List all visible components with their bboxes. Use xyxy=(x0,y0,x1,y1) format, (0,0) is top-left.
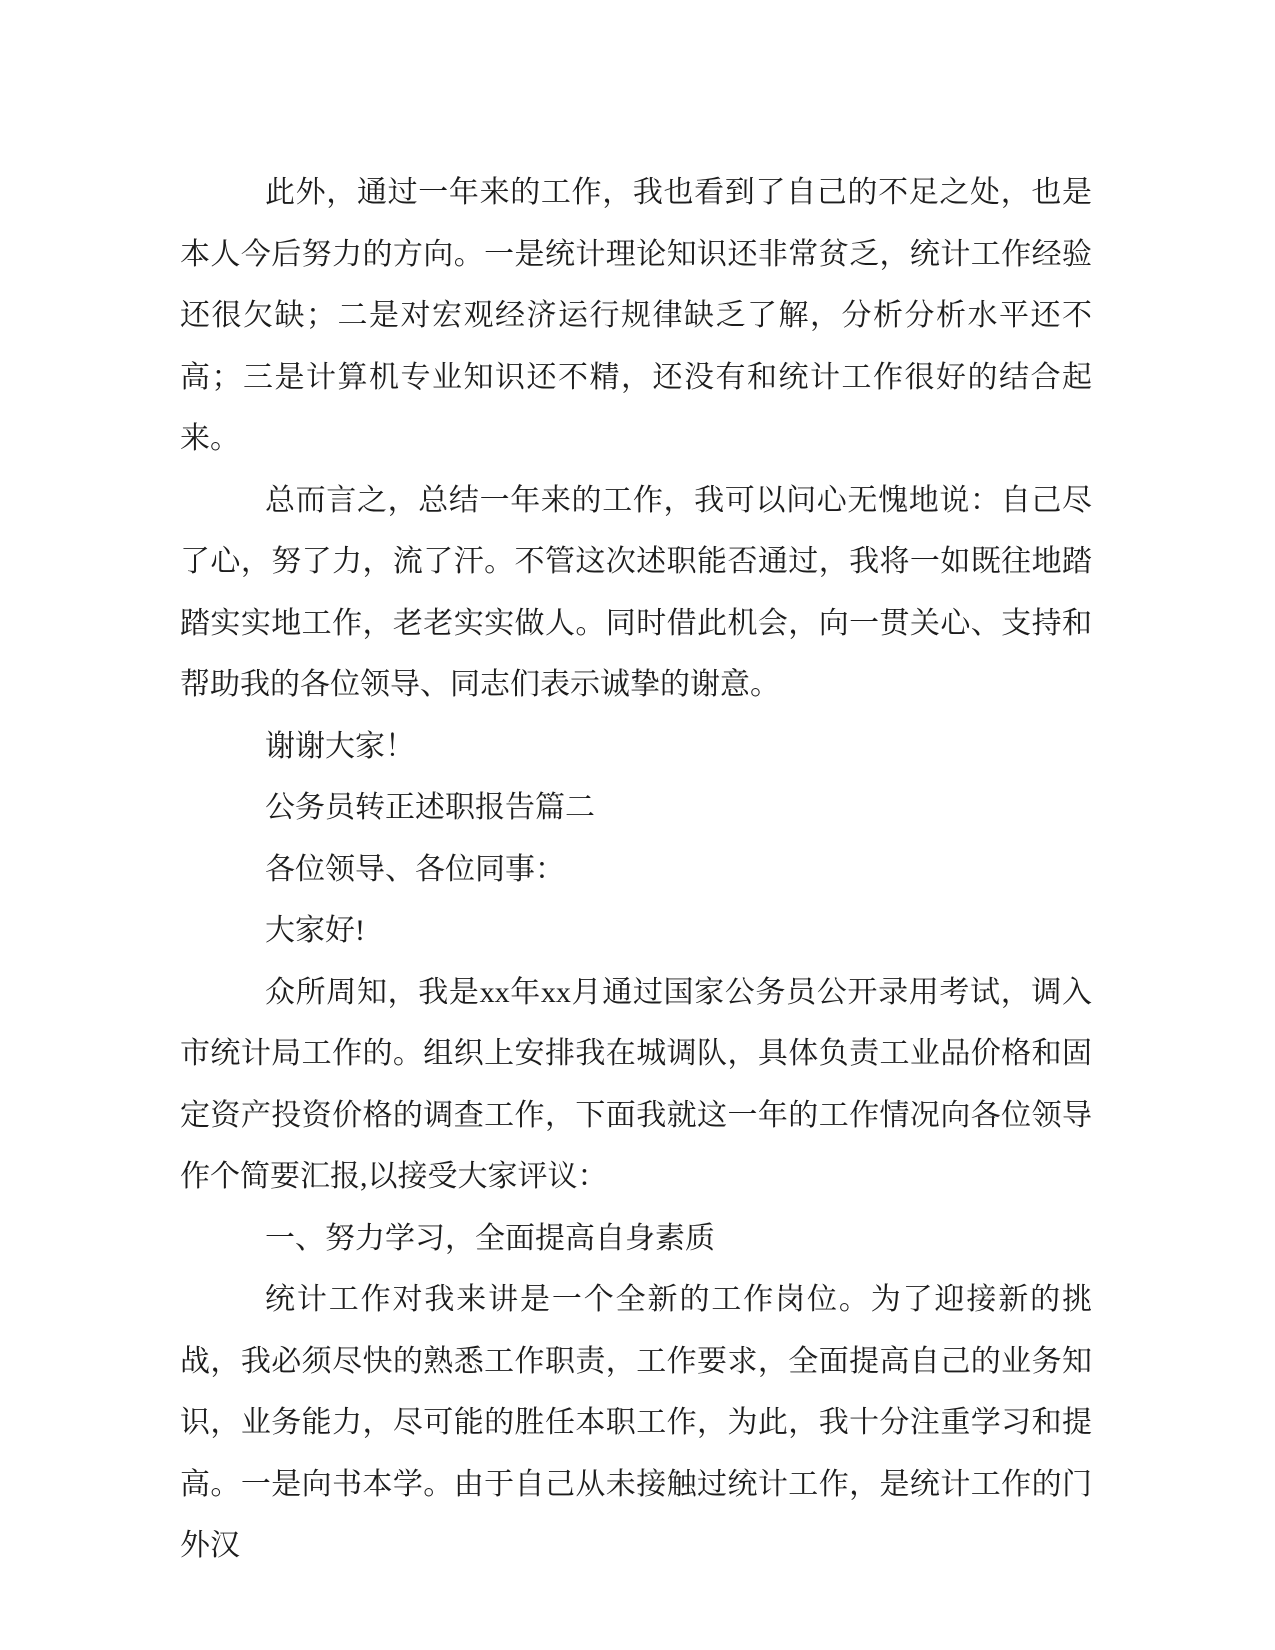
paragraph-summary: 总而言之，总结一年来的工作，我可以问心无愧地说：自己尽了心，努了力，流了汗。不管这次述职能否通过，我将一如既往地踏踏实实地工作，老老实实做人。同时借此机会，向一贯关心、支持和帮助我的各位领导、同志们表示诚挚的谢意。 xyxy=(180,483,1092,701)
paragraph-heading-study: 一、努力学习，全面提高自身素质 xyxy=(265,1221,715,1255)
paragraph-shortcomings: 此外，通过一年来的工作，我也看到了自己的不足之处，也是本人今后努力的方向。一是统计理论知识还非常贫乏，统计工作经验还很欠缺；二是对宏观经济运行规律缺乏了解，分析分析水平还不高；三是计算机专业知识还不精，还没有和统计工作很好的结合起来。 xyxy=(180,176,1092,455)
paragraph-introduction: 众所周知，我是xx年xx月通过国家公务员公开录用考试，调入市统计局工作的。组织上安排我在城调队，具体负责工业品价格和固定资产投资价格的调查工作，下面我就这一年的工作情况向各位领导作个简要汇报,以接受大家评议： xyxy=(180,975,1092,1193)
paragraph-salutation: 各位领导、各位同事： xyxy=(265,852,565,886)
paragraph-report-title-2: 公务员转正述职报告篇二 xyxy=(265,791,595,824)
paragraph-greeting: 大家好! xyxy=(265,914,365,947)
paragraph-study-details: 统计工作对我来讲是一个全新的工作岗位。为了迎接新的挑战，我必须尽快的熟悉工作职责，工作要求，全面提高自己的业务知识，业务能力，尽可能的胜任本职工作，为此，我十分注重学习和提高。一是向书本学。由于自己从未接触过统计工作，是统计工作的门外汉 xyxy=(180,1283,1092,1562)
paragraph-thanks: 谢谢大家！ xyxy=(265,729,415,763)
document-text-area xyxy=(180,162,1092,1577)
